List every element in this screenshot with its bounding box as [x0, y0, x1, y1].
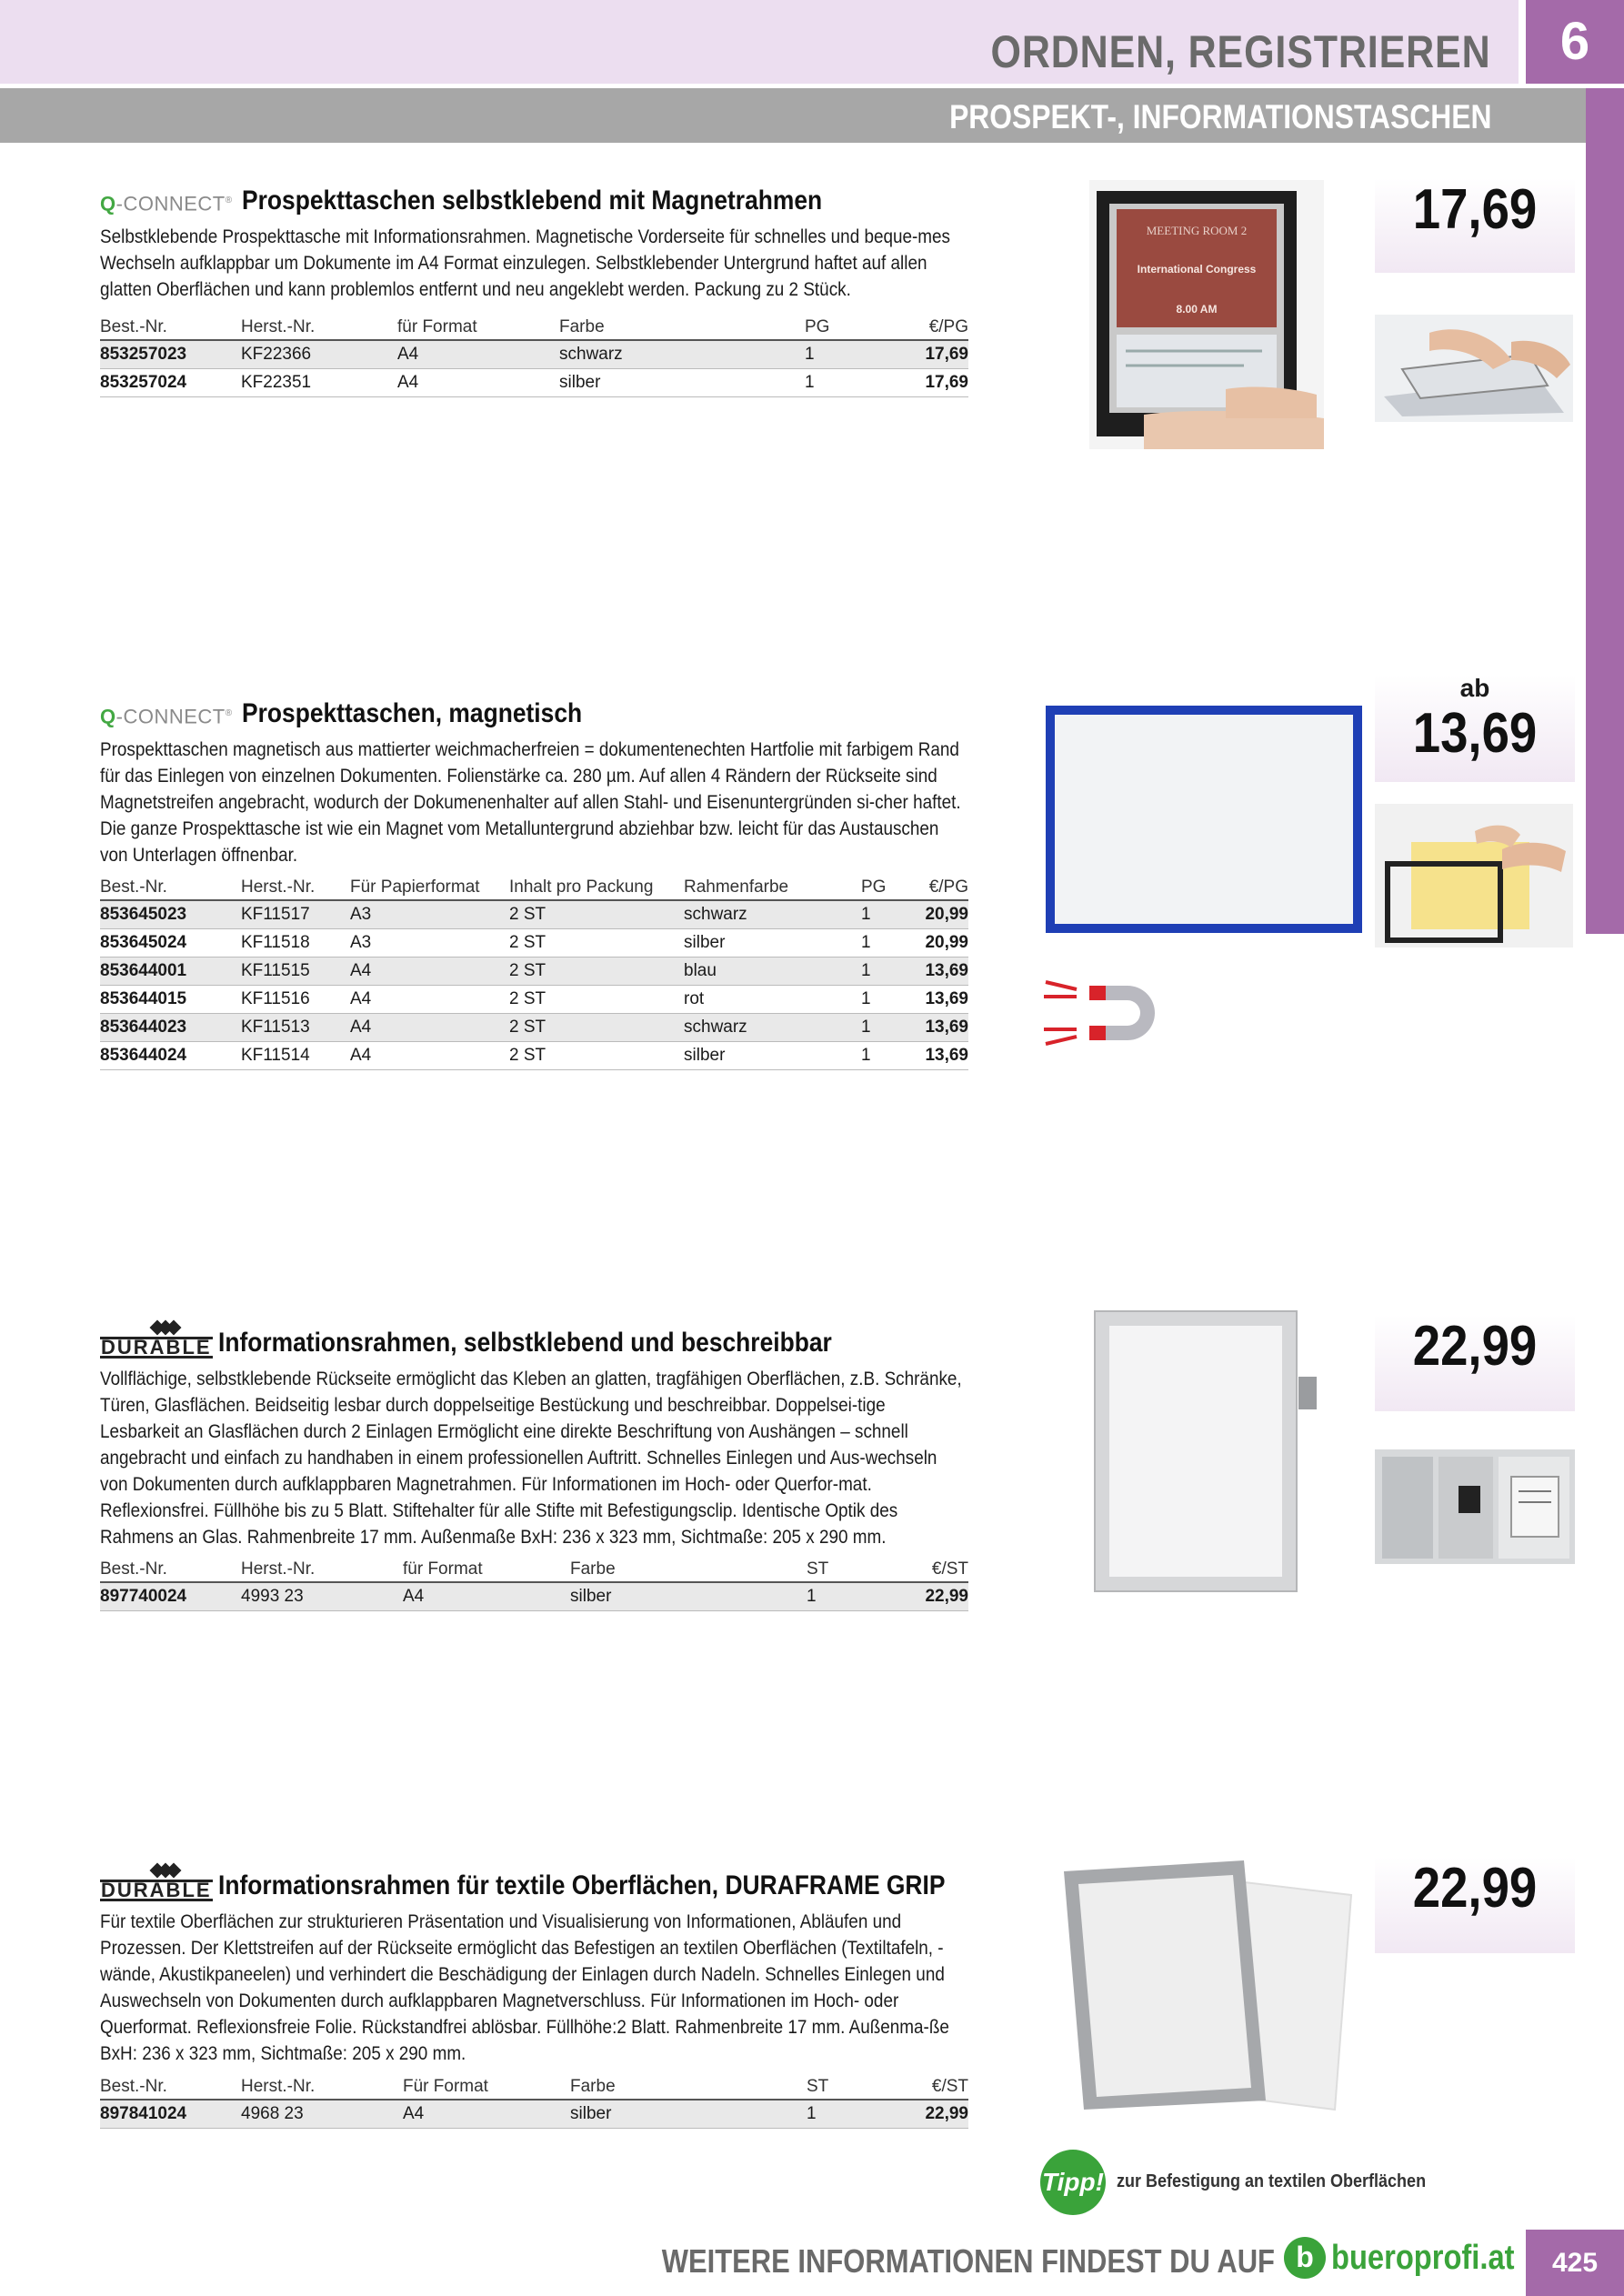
format-cell: A4 [350, 957, 509, 985]
column-header: PG [861, 875, 911, 900]
column-header: Farbe [559, 315, 805, 340]
page-number: 425 [1526, 2230, 1624, 2296]
manufacturer-number: KF11513 [241, 1013, 350, 1041]
product-title: Prospekttaschen, magnetisch [241, 698, 582, 728]
color-cell: rot [684, 985, 861, 1013]
pack-cell: 1 [861, 957, 911, 985]
price-box-1 [1375, 178, 1575, 273]
column-header: Für Format [403, 2074, 570, 2100]
chapter-title: ORDNEN, REGISTRIEREN [991, 26, 1491, 77]
column-header: Inhalt pro Packung [509, 875, 684, 900]
product-2-table [100, 875, 968, 1070]
price-box-2 [1375, 675, 1575, 782]
price-cell: 13,69 [911, 957, 968, 985]
product-1-table [100, 315, 968, 397]
image-caption: 8.00 AM [1176, 303, 1218, 316]
column-header: Farbe [570, 1557, 807, 1582]
product-4 [100, 1860, 968, 2067]
color-cell: silber [559, 368, 805, 396]
manufacturer-number: 4968 23 [241, 2100, 403, 2128]
product-3 [100, 1317, 968, 1550]
product-description: Prospekttaschen magnetisch aus mattierter weichmacherfreien = dokumentenechten Hartfolie mit farbigem Rand für das Einlegen von einzelnen Dokumenten. Folienstärke ca. 280 µm. Auf allen 4 Rändern der Rückseite sind Magnetstreifen angebracht, wodurch der Dokumenenhalter auf allen Stahl- und Eisenuntergründen si-cher haftet. Die ganze Prospekttasche ist wie ein Magnet vom Metalluntergrund abziehbar bzw. leicht für das Austauschen von Unterlagen öffnenbar. [100, 739, 961, 866]
pack-cell: 1 [805, 340, 859, 368]
content-cell: 2 ST [509, 900, 684, 928]
chapter-number-tab[interactable]: 6 [1526, 0, 1624, 84]
tipp-text: zur Befestigung an textilen Oberflächen [1117, 2171, 1427, 2191]
order-number: 853644015 [100, 985, 241, 1013]
table-row[interactable] [100, 985, 968, 1013]
price-cell: 22,99 [861, 1582, 968, 1610]
pack-cell: 1 [861, 1041, 911, 1069]
format-cell: A4 [397, 340, 559, 368]
price-cell: 13,69 [911, 1041, 968, 1069]
product-description: Selbstklebende Prospekttasche mit Informationsrahmen. Magnetische Vorderseite für schnelles und beque-mes Wechseln aufklappbar um Dokumente im A4 Format einzulegen. Selbstklebender Untergrund haftet auf allen glatten Oberflächen und kann problemlos entfernt und neu angeklebt werden. Packung zu 2 Stück. [100, 226, 951, 300]
format-cell: A4 [403, 2100, 570, 2128]
column-header: Best.-Nr. [100, 2074, 241, 2100]
order-number: 853644001 [100, 957, 241, 985]
price-box-3 [1375, 1315, 1575, 1411]
price-amount: 22,99 [1412, 1315, 1538, 1378]
color-cell: silber [570, 2100, 807, 2128]
order-number: 853644023 [100, 1013, 241, 1041]
pack-cell: 1 [861, 900, 911, 928]
product-4-table [100, 2074, 968, 2129]
column-header: Herst.-Nr. [241, 2074, 403, 2100]
table-row[interactable] [100, 957, 968, 985]
manufacturer-number: 4993 23 [241, 1582, 403, 1610]
format-cell: A4 [350, 985, 509, 1013]
duraframe-grip-image [1062, 1859, 1353, 2111]
content-cell: 2 ST [509, 985, 684, 1013]
manufacturer-number: KF11515 [241, 957, 350, 985]
table-row[interactable] [100, 1013, 968, 1041]
column-header: €/ST [861, 1557, 968, 1582]
column-header: ST [807, 1557, 861, 1582]
section-title: PROSPEKT-, INFORMATIONSTASCHEN [948, 98, 1491, 135]
color-cell: silber [570, 1582, 807, 1610]
pack-cell: 1 [861, 928, 911, 957]
price-cell: 20,99 [911, 928, 968, 957]
manufacturer-number: KF11516 [241, 985, 350, 1013]
format-cell: A4 [350, 1041, 509, 1069]
price-cell: 22,99 [861, 2100, 968, 2128]
blue-magnetic-pocket-image [1044, 704, 1364, 935]
product-description: Vollflächige, selbstklebende Rückseite ermöglicht das Kleben an glatten, tragfähigen Oberflächen, z.B. Schränke, Türen, Glasflächen. Beidseitig lesbar durch doppelseitige Bestückung und beschreibbar. Doppelsei-tige Lesbarkeit an Glasflächen durch 2 Einlagen Ermöglicht eine direkte Beschriftung von Aushängen – schnell angebracht und einfach zu handhaben in einem professionellen Auftritt. Schnelles Einlegen und Aus-wechseln von Dokumenten durch aufklappbaren Magnetrahmen. Für Informationen im Hoch- oder Querfor-mat. Reflexionsfrei. Füllhöhe bis zu 5 Blatt. Stiftehalter für alle Stifte mit Befestigungsclip. Identische Optik des Rahmens an Glas. Rahmenbreite 17 mm. Außenmaße BxH: 236 x 323 mm, Sichtmaße: 205 x 290 mm. [100, 1369, 962, 1548]
image-caption: MEETING ROOM 2 [1146, 224, 1248, 237]
product-3-table [100, 1557, 968, 1611]
order-number: 853257023 [100, 340, 241, 368]
product-description: Für textile Oberflächen zur strukturieren Präsentation und Visualisierung von Informationen, Abläufen und Prozessen. Der Klettstreifen auf der Rückseite ermöglicht das Befestigen an textilen Oberflächen (Textiltafeln, -wände, Akustikpaneelen) und verhindert die Beschädigung der Einlagen durch Nadeln. Schnelles Einlegen und Auswechseln von Dokumenten durch aufklappbaren Magnetverschluss. Für Informationen im Hoch- oder Querformat. Reflexionsfreie Folie. Rückstandfrei ablösbar. Füllhöhe:2 Blatt. Rahmenbreite 17 mm. Außenma-ße BxH: 236 x 323 mm, Sichtmaße: 205 x 290 mm. [100, 1911, 949, 2064]
format-cell: A4 [350, 1013, 509, 1041]
bueroprofi-site-name: bueroprofi.at [1331, 2238, 1515, 2277]
price-cell: 20,99 [911, 900, 968, 928]
manufacturer-number: KF11518 [241, 928, 350, 957]
pack-cell: 1 [861, 985, 911, 1013]
product-title: Informationsrahmen, selbstklebend und beschreibbar [217, 1328, 832, 1358]
content-cell: 2 ST [509, 928, 684, 957]
color-cell: schwarz [684, 900, 861, 928]
image-caption: International Congress [1137, 263, 1257, 276]
content-cell: 2 ST [509, 957, 684, 985]
product-2 [100, 698, 968, 868]
column-header: Rahmenfarbe [684, 875, 861, 900]
product-1 [100, 185, 968, 303]
pack-cell: 1 [807, 2100, 861, 2128]
content-cell: 2 ST [509, 1013, 684, 1041]
color-cell: silber [684, 1041, 861, 1069]
format-cell: A3 [350, 928, 509, 957]
color-cell: blau [684, 957, 861, 985]
order-number: 897841024 [100, 2100, 241, 2128]
table-row[interactable] [100, 2100, 968, 2128]
peel-application-image [1375, 315, 1573, 422]
tipp-badge: Tipp! [1040, 2150, 1106, 2215]
magnet-icon [1037, 973, 1164, 1053]
cabinet-mounted-frame-image [1375, 1449, 1575, 1564]
silver-info-frame-image [1093, 1309, 1320, 1595]
price-cell: 17,69 [859, 340, 968, 368]
q-connect-logo: Q-CONNECT® [100, 192, 233, 215]
price-cell: 17,69 [859, 368, 968, 396]
table-row[interactable] [100, 900, 968, 928]
q-connect-logo: Q-CONNECT® [100, 705, 233, 727]
table-row[interactable] [100, 928, 968, 957]
chapter-side-stripe [1586, 88, 1624, 934]
pack-cell: 1 [805, 368, 859, 396]
manufacturer-number: KF22366 [241, 340, 397, 368]
price-cell: 13,69 [911, 985, 968, 1013]
column-header: €/PG [911, 875, 968, 900]
table-row[interactable] [100, 1582, 968, 1610]
column-header: Herst.-Nr. [241, 315, 397, 340]
order-number: 853644024 [100, 1041, 241, 1069]
format-cell: A4 [397, 368, 559, 396]
price-cell: 13,69 [911, 1013, 968, 1041]
column-header: €/ST [861, 2074, 968, 2100]
price-amount: 22,99 [1412, 1857, 1538, 1920]
order-number: 853257024 [100, 368, 241, 396]
price-amount: 17,69 [1412, 178, 1538, 241]
column-header: für Format [397, 315, 559, 340]
pocket-usage-image [1375, 804, 1573, 947]
color-cell: schwarz [559, 340, 805, 368]
price-box-4 [1375, 1857, 1575, 1953]
format-cell: A4 [403, 1582, 570, 1610]
order-number: 853645024 [100, 928, 241, 957]
column-header: Herst.-Nr. [241, 1557, 403, 1582]
magnet-frame-product-image [1089, 180, 1324, 449]
durable-logo: DURABLE [100, 1865, 213, 1901]
column-header: ST [807, 2074, 861, 2100]
manufacturer-number: KF11517 [241, 900, 350, 928]
durable-logo: DURABLE [100, 1322, 213, 1359]
manufacturer-number: KF11514 [241, 1041, 350, 1069]
price-amount: 13,69 [1412, 702, 1538, 765]
order-number: 853645023 [100, 900, 241, 928]
column-header: Für Papierformat [350, 875, 509, 900]
column-header: Best.-Nr. [100, 315, 241, 340]
column-header: Best.-Nr. [100, 1557, 241, 1582]
color-cell: silber [684, 928, 861, 957]
column-header: PG [805, 315, 859, 340]
table-row[interactable] [100, 1041, 968, 1069]
column-header: für Format [403, 1557, 570, 1582]
bueroprofi-logo-icon: b [1284, 2237, 1326, 2279]
bueroprofi-link[interactable] [1284, 2237, 1544, 2279]
footer-info-text: WEITERE INFORMATIONEN FINDEST DU AUF [661, 2242, 1275, 2280]
table-row[interactable] [100, 340, 968, 368]
product-title: Informationsrahmen für textile Oberflächen, DURAFRAME GRIP [217, 1870, 946, 1900]
table-row[interactable] [100, 368, 968, 396]
column-header: €/PG [859, 315, 968, 340]
product-title: Prospekttaschen selbstklebend mit Magnetrahmen [241, 185, 822, 216]
pack-cell: 1 [861, 1013, 911, 1041]
column-header: Herst.-Nr. [241, 875, 350, 900]
column-header: Best.-Nr. [100, 875, 241, 900]
order-number: 897740024 [100, 1582, 241, 1610]
column-header: Farbe [570, 2074, 807, 2100]
manufacturer-number: KF22351 [241, 368, 397, 396]
format-cell: A3 [350, 900, 509, 928]
price-prefix: ab [1459, 674, 1490, 702]
pack-cell: 1 [807, 1582, 861, 1610]
content-cell: 2 ST [509, 1041, 684, 1069]
color-cell: schwarz [684, 1013, 861, 1041]
